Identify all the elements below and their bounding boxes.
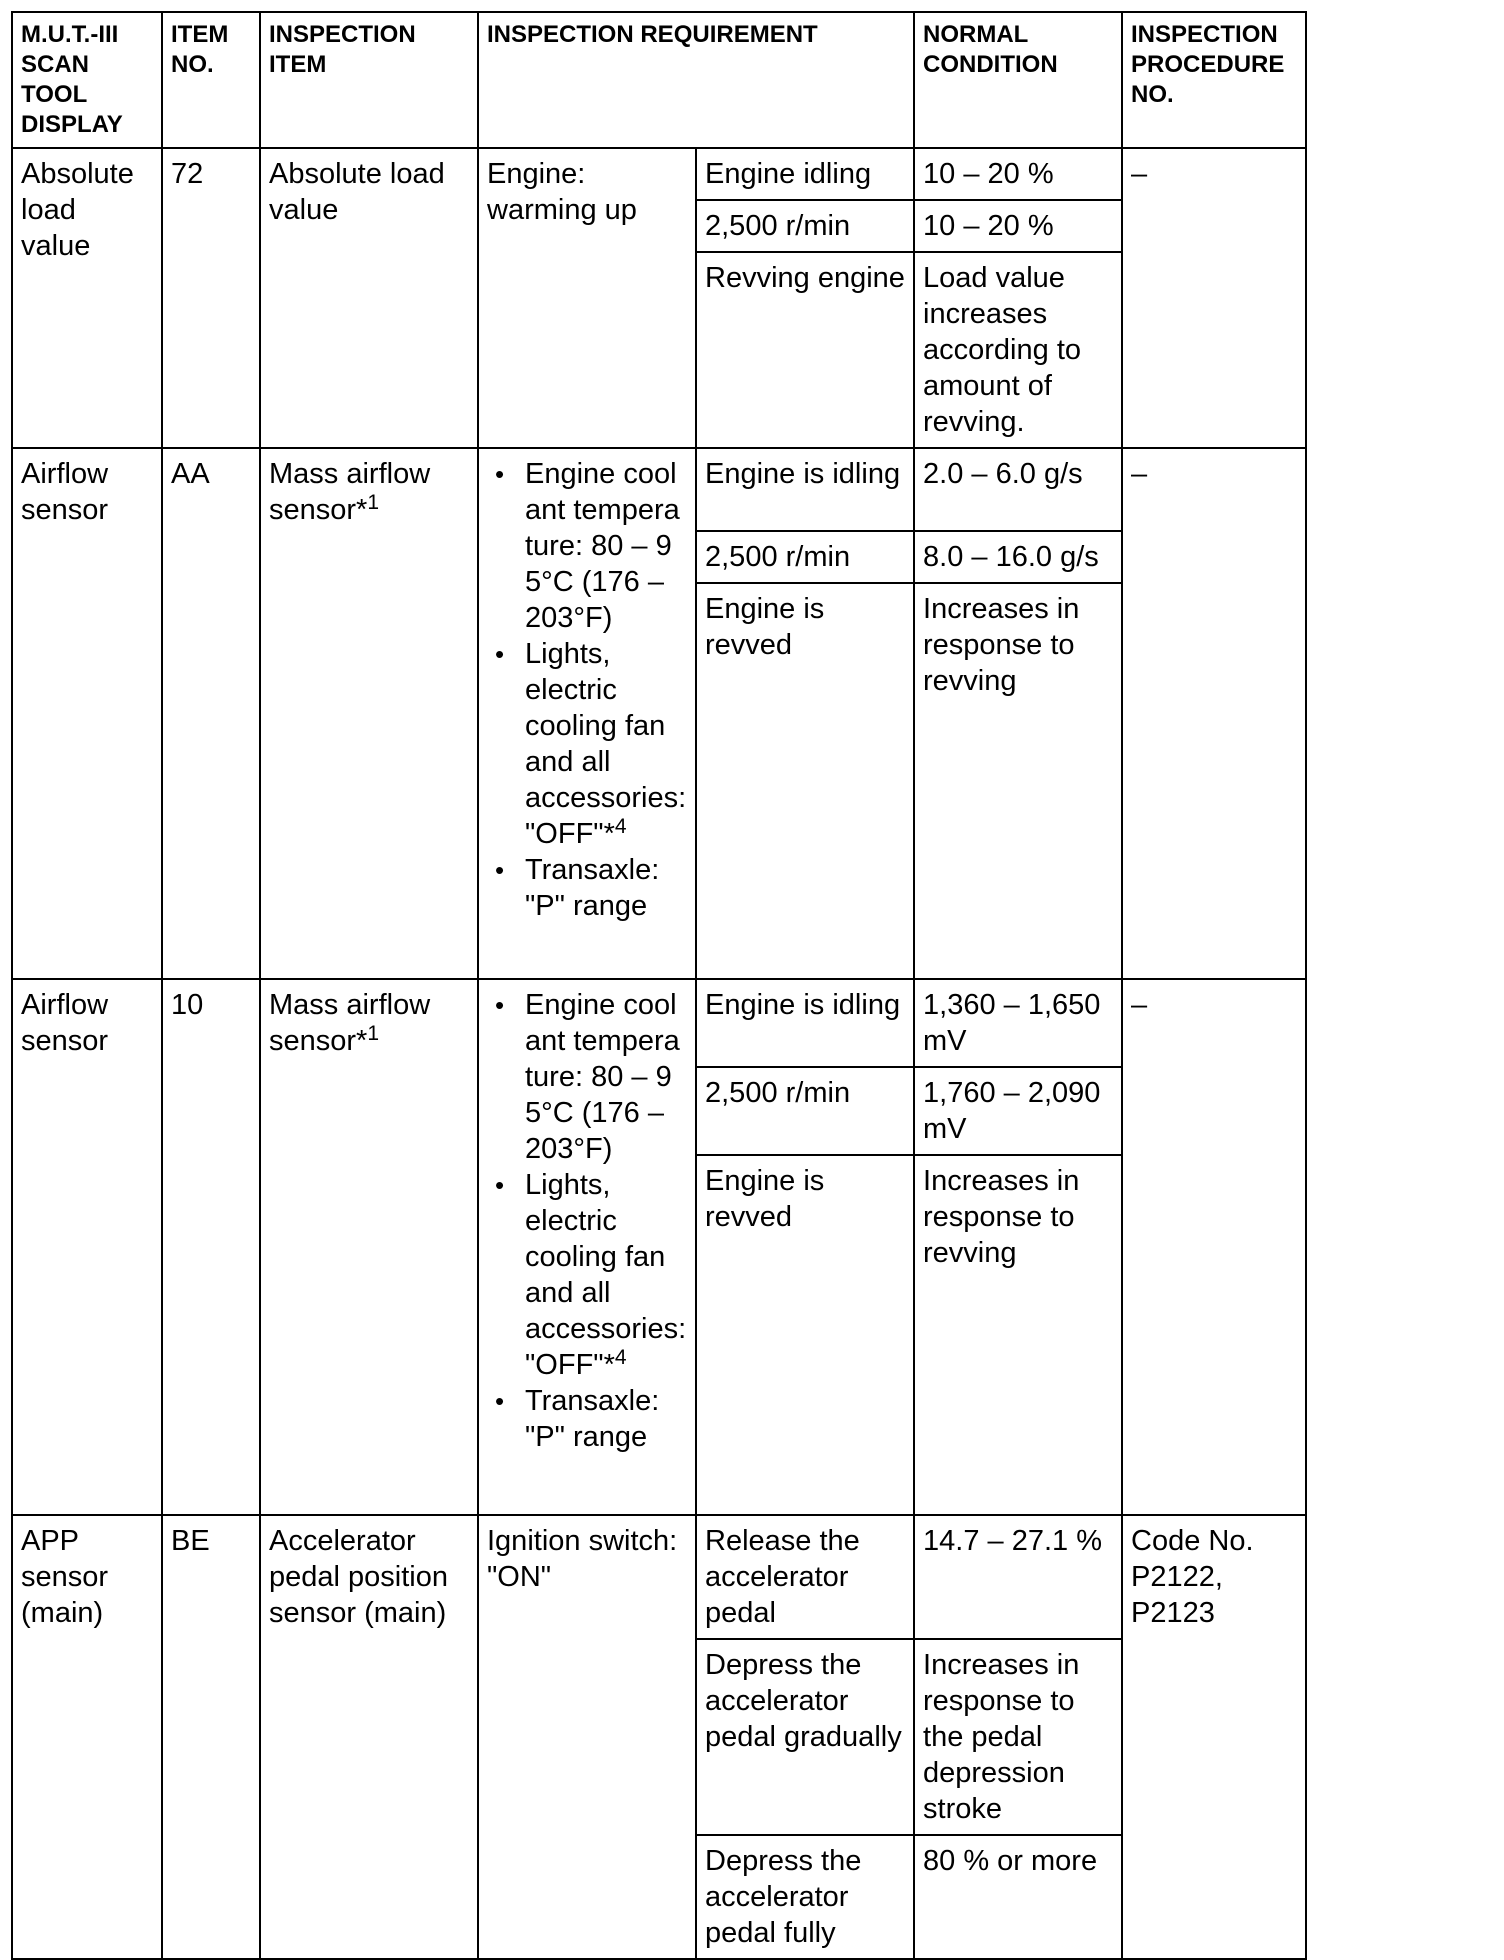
requirement-bullet: • Lights, electric cooling fan and all accessories: "OFF"*$^4$ <box>525 1167 687 1383</box>
inspection-item-cell <box>260 979 478 1515</box>
inspection-table <box>11 11 1307 1960</box>
inspection-item-cell: Absolute load value <box>260 148 478 448</box>
condition-cell: Release the accelerator pedal <box>696 1515 914 1639</box>
footnote-marker: 4 <box>614 815 627 838</box>
condition-cell: 2,500 r/min <box>696 531 914 583</box>
footnote-marker: 4 <box>614 1346 627 1369</box>
procedure-cell: – <box>1122 148 1306 448</box>
footnote-marker: 1 <box>367 1022 380 1045</box>
item-no-cell: BE <box>162 1515 260 1959</box>
requirement-cell: Engine: warming up <box>478 148 696 448</box>
procedure-cell: – <box>1122 448 1306 979</box>
scan-tool-display-cell: APP sensor (main) <box>12 1515 162 1959</box>
table-row <box>12 979 1306 1067</box>
normal-condition-cell: Load value increases according to amount of revving. <box>914 252 1122 448</box>
item-no-cell: 72 <box>162 148 260 448</box>
table-row <box>12 448 1306 531</box>
condition-cell: Depress the accelerator pedal gradually <box>696 1639 914 1835</box>
header-scan-tool-display: M.U.T.-III SCAN TOOL DISPLAY <box>12 12 162 148</box>
normal-condition-cell: 80 % or more <box>914 1835 1122 1959</box>
requirement-bullet: • Lights, electric cooling fan and all accessories: "OFF"*$^4$ <box>525 636 687 852</box>
condition-cell: Engine is idling <box>696 979 914 1067</box>
item-no-cell: 10 <box>162 979 260 1515</box>
normal-condition-cell: 14.7 – 27.1 % <box>914 1515 1122 1639</box>
condition-cell: Depress the accelerator pedal fully <box>696 1835 914 1959</box>
normal-condition-cell: 10 – 20 % <box>914 148 1122 200</box>
requirement-bullet: • Engine coolant temperature: 80 – 95°C (176 – 203°F) <box>525 987 687 1167</box>
requirement-bullet: • Transaxle: "P" range <box>525 1383 687 1455</box>
header-item-no: ITEM NO. <box>162 12 260 148</box>
header-normal-condition: NORMAL CONDITION <box>914 12 1122 148</box>
table-row <box>12 1515 1306 1639</box>
item-no-cell: AA <box>162 448 260 979</box>
normal-condition-cell: Increases in response to the pedal depression stroke <box>914 1639 1122 1835</box>
procedure-cell: – <box>1122 979 1306 1515</box>
inspection-item-text: Mass airflow sensor* <box>269 458 431 526</box>
condition-cell: Engine is revved <box>696 1155 914 1515</box>
condition-cell: 2,500 r/min <box>696 1067 914 1155</box>
condition-cell: Engine is idling <box>696 448 914 531</box>
normal-condition-cell: 1,760 – 2,090 mV <box>914 1067 1122 1155</box>
scan-tool-display-cell: Airflow sensor <box>12 979 162 1515</box>
normal-condition-cell: 8.0 – 16.0 g/s <box>914 531 1122 583</box>
condition-cell: Engine is revved <box>696 583 914 979</box>
requirement-cell <box>478 979 696 1515</box>
condition-cell: 2,500 r/min <box>696 200 914 252</box>
inspection-item-cell: Accelerator pedal position sensor (main) <box>260 1515 478 1959</box>
normal-condition-cell: Increases in response to revving <box>914 583 1122 979</box>
normal-condition-cell: 10 – 20 % <box>914 200 1122 252</box>
requirement-bullet: • Transaxle: "P" range <box>525 852 687 924</box>
normal-condition-cell: Increases in response to revving <box>914 1155 1122 1515</box>
normal-condition-cell: 1,360 – 1,650 mV <box>914 979 1122 1067</box>
requirement-bullet-list <box>487 987 687 1455</box>
requirement-bullet-list <box>487 456 687 924</box>
procedure-cell: Code No. P2122, P2123 <box>1122 1515 1306 1959</box>
requirement-cell: Ignition switch: "ON" <box>478 1515 696 1959</box>
requirement-bullet: • Engine coolant temperature: 80 – 95°C (176 – 203°F) <box>525 456 687 636</box>
scan-tool-display-cell: Absolute load value <box>12 148 162 448</box>
header-inspection-requirement: INSPECTION REQUIREMENT <box>478 12 914 148</box>
inspection-item-cell <box>260 448 478 979</box>
footnote-marker: 1 <box>367 491 380 514</box>
requirement-cell <box>478 448 696 979</box>
condition-cell: Engine idling <box>696 148 914 200</box>
normal-condition-cell: 2.0 – 6.0 g/s <box>914 448 1122 531</box>
header-inspection-procedure-no: INSPECTION PROCEDURE NO. <box>1122 12 1306 148</box>
header-inspection-item: INSPECTION ITEM <box>260 12 478 148</box>
table-row <box>12 148 1306 200</box>
condition-cell: Revving engine <box>696 252 914 448</box>
scan-tool-display-cell: Airflow sensor <box>12 448 162 979</box>
inspection-item-text: Mass airflow sensor* <box>269 989 431 1057</box>
